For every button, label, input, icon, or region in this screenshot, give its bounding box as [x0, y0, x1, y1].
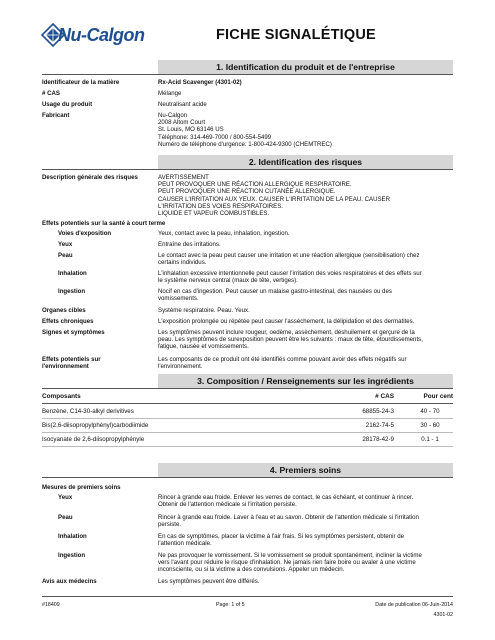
ingestion-label: Ingestion [58, 288, 86, 295]
text-line: Obtenir de l'attention médicale si l'irritation persiste. [158, 501, 297, 509]
hazard-description-label: Description générale des risques [42, 174, 138, 181]
skin-label: Peau [58, 252, 73, 259]
inhalation-value [158, 270, 422, 284]
first-aid-inhalation-value [158, 533, 404, 547]
cas-value: Mélange [158, 90, 182, 97]
cas-label: # CAS [42, 90, 60, 97]
inhalation-label: Inhalation [58, 270, 87, 277]
table-row-name: Isocyanate de 2,6-diisopropylphényle [42, 436, 145, 443]
section-1-heading: 1. Identification du produit et de l'entreprise [158, 60, 453, 74]
text-line: certains individus. [158, 259, 207, 267]
hazard-line: L'IRRITATION DES VOIES RESPIRATOIRES. [158, 202, 283, 210]
hazard-line: PEUT PROVOQUER UNE RÉACTION CUTANÉE ALLERGIQUE. [158, 188, 336, 196]
text-line: En cas de symptômes, placer la victime à l'air frais. Si les symptômes persistent, obtenir de [158, 533, 405, 540]
footer-doc-number: #18409 [42, 602, 60, 608]
footer-product-code: 4301-02 [433, 612, 453, 618]
identifier-value: Rx-Acid Scavenger (4301-02) [158, 79, 242, 86]
text-line: persiste. [158, 521, 182, 529]
manufacturer-label: Fabricant [42, 112, 70, 119]
eyes-label: Yeux [58, 241, 73, 248]
usage-label: Usage du produit [42, 101, 93, 108]
document-title: FICHE SIGNALÉTIQUE [216, 27, 376, 43]
divider [42, 403, 453, 404]
table-row-cas: 28178-42-9 [362, 436, 394, 443]
divider [42, 477, 453, 478]
first-aid-skin-label: Peau [58, 514, 73, 521]
text-line: vomissements. [158, 295, 199, 303]
usage-value: Neutralisant acide [158, 101, 207, 108]
text-line: Nocif en cas d'ingestion. Peut causer un malaise gastro-intestinal, des nausées ou des [158, 288, 392, 295]
divider [42, 74, 453, 75]
text-line: Rincer à grande eau froide. Enlever les verres de contact, le cas échéant, et continuer à rincer. [158, 494, 414, 501]
symptoms-value [158, 329, 423, 351]
section-4-heading: 4. Premiers soins [158, 463, 453, 477]
divider [42, 169, 453, 170]
first-aid-eyes-label: Yeux [58, 494, 73, 501]
target-organs-value: Système respiratoire. Peau. Yeux. [158, 307, 250, 314]
first-aid-skin-value [158, 514, 419, 528]
hazard-line: AVERTISSEMENT [158, 174, 209, 181]
first-aid-ingestion-value [158, 552, 422, 574]
text-line: le système nerveux central (maux de tête, vertiges). [158, 277, 298, 285]
symptoms-label: Signes et symptômes [42, 329, 105, 336]
first-aid-measures-label: Mesures de premiers soins [42, 484, 121, 491]
row-divider [42, 432, 453, 433]
identifier-label: Identificateur de la matière [42, 79, 120, 86]
skin-value [158, 252, 420, 266]
label-line: l'environnement [42, 363, 89, 370]
col-cas: # CAS [375, 393, 394, 400]
manufacturer-line: 2008 Altom Court [158, 119, 206, 127]
col-components: Composants [42, 393, 81, 400]
text-line: L'inhalation excessive intentionnelle peut causer l'irritation des voies respiratoires et des effets sur [158, 270, 422, 277]
footer-page-number: Page: 1 of 5 [216, 602, 245, 608]
manufacturer-value [158, 112, 332, 148]
ingestion-value [158, 288, 392, 302]
row-divider [42, 418, 453, 419]
col-percent: Pour cent [423, 393, 453, 400]
table-row-cas: 68855-24-3 [362, 408, 394, 415]
text-line: Les symptômes peuvent inclure rougeur, oedème, assèchement, déshuilement et gerçure de la [158, 329, 415, 336]
exposure-routes-value: Yeux, contact avec la peau, inhalation, ingestion. [158, 230, 290, 237]
divider [42, 388, 453, 389]
manufacturer-line: Téléphone: 314-469-7000 / 800-554-5499 [158, 133, 272, 141]
section-3-heading: 3. Composition / Renseignements sur les ingrédients [158, 374, 453, 388]
table-row-cas: 2162-74-5 [365, 422, 394, 429]
first-aid-ingestion-label: Ingestion [58, 552, 86, 559]
target-organs-label: Organes cibles [42, 307, 86, 314]
table-row-percent: 0.1 - 1 [421, 436, 439, 443]
row-divider [42, 446, 453, 447]
exposure-routes-label: Voies d'exposition [58, 230, 112, 237]
section-2-heading: 2. Identification des risques [158, 155, 453, 169]
manufacturer-line: Nu-Calgon [158, 112, 188, 119]
environment-value [158, 356, 407, 370]
hazard-line: LIQUIDE ET VAPEUR COMBUSTIBLES. [158, 210, 270, 218]
physician-note-label: Avis aux médecins [42, 578, 97, 585]
footer-divider [42, 596, 453, 597]
first-aid-eyes-value [158, 494, 413, 508]
chronic-effects-label: Effets chroniques [42, 318, 94, 325]
text-line: fatigue, nausée et vomissements. [158, 343, 249, 351]
text-line: peau. Les symptômes de surexposition peuvent être les suivants : maux de tête, étourdissements, [158, 336, 423, 344]
table-row-percent: 30 - 60 [420, 422, 440, 429]
label-line: Effets potentiels sur [42, 356, 101, 363]
text-line: l'attention médicale. [158, 540, 212, 548]
text-line: Ne pas provoquer le vomissement. Si le vomissement se produit spontanément, incliner la victime [158, 552, 422, 559]
physician-note-value: Les symptômes peuvent être différés. [158, 578, 260, 585]
chronic-effects-value: L'exposition prolongée ou répétée peut causer l'assèchement, la délipidation et des dermatites. [158, 318, 415, 325]
manufacturer-line: St. Louis, MO 63146 US [158, 126, 224, 134]
hazard-line: CAUSER L'IRRITATION AUX YEUX. CAUSER L'IRRITATION DE LA PEAU. CAUSER [158, 195, 391, 203]
hazard-description [158, 174, 390, 217]
text-line: l'environnement. [158, 363, 203, 371]
table-row-name: Bis(2,6-diisopropylphényl)carbodiimide [42, 422, 149, 429]
table-row-percent: 40 - 70 [420, 408, 440, 415]
first-aid-inhalation-label: Inhalation [58, 533, 87, 540]
eyes-value: Entraîne des irritations. [158, 241, 221, 248]
text-line: Rincer à grande eau froide. Laver à l'eau et au savon. Obtenir de l'attention médicale si l'irritation [158, 514, 419, 521]
table-row-name: Benzène, C14-30-alkyl derivitives [42, 408, 134, 415]
acute-effects-label: Effets potentiels sur la santé à court terme [42, 220, 166, 227]
footer-publication-date: Date de publication 06-Juin-2014 [375, 602, 453, 608]
hazard-line: PEUT PROVOQUER UNE RÉACTION ALLERGIQUE RESPIRATOIRE. [158, 181, 352, 189]
brand-name: Nu-Calgon [58, 25, 145, 45]
environment-label [42, 356, 101, 370]
text-line: Le contact avec la peau peut causer une irritation et une réaction allergique (sensibilisation) chez [158, 252, 420, 259]
text-line: inconsciente, ou si la victime a des convulsions. Appeler un médecin. [158, 566, 345, 574]
text-line: Les composants de ce produit ont été identifiés comme pouvant avoir des effets négatifs sur [158, 356, 407, 363]
text-line: vers l'avant pour réduire le risque d'inhalation. Ne jamais rien faire boire ou avaler à une victime [158, 559, 416, 567]
manufacturer-line: Numéro de téléphone d'urgence: 1-800-424-9300 (CHEMTREC) [158, 140, 332, 148]
